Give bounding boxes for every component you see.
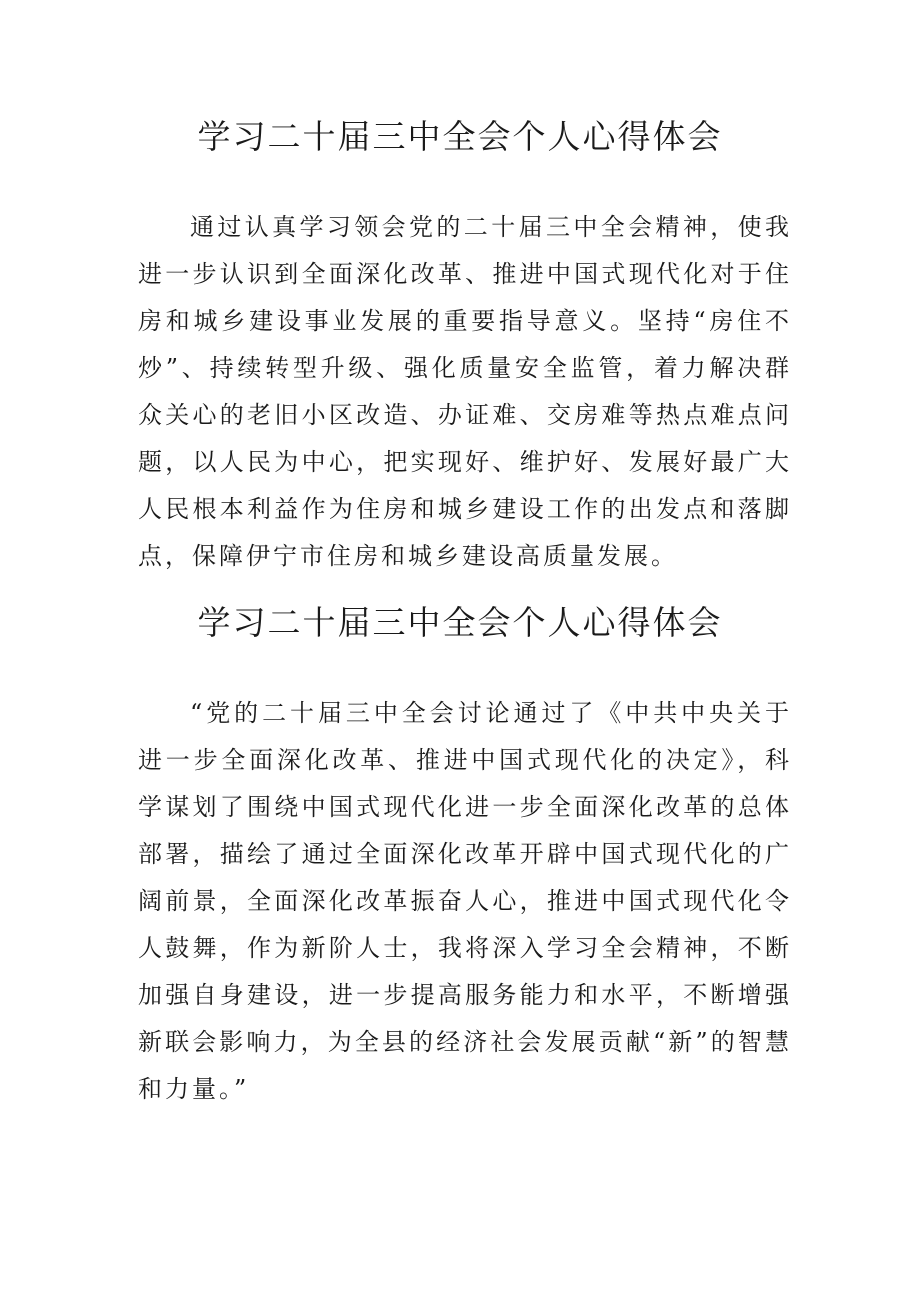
section-title: 学习二十届三中全会个人心得体会 [197, 117, 723, 156]
section-title: 学习二十届三中全会个人心得体会 [197, 603, 723, 642]
section-paragraph: “党的二十届三中全会讨论通过了《中共中央关于进一步全面深化改革、推进中国式现代化的决定》，科学谋划了围绕中国式现代化进一步全面深化改革的总体部署，描绘了通过全面深化改革开辟中国式现代化的广阔前景，全面深化改革振奋人心，推进中国式现代化令人鼓舞，作为新阶人士，我将深入学习全会精神，不断加强自身建设，进一步提高服务能力和水平，不断增强新联会影响力，为全县的经济社会发展贡献“新”的智慧和力量。” [138, 699, 792, 1103]
section-paragraph: 通过认真学习领会党的二十届三中全会精神，使我进一步认识到全面深化改革、推进中国式现代化对于住房和城乡建设事业发展的重要指导意义。坚持“房住不炒”、持续转型升级、强化质量安全监管，着力解决群众关心的老旧小区改造、办证难、交房难等热点难点问题，以人民为中心，把实现好、维护好、发展好最广大人民根本利益作为住房和城乡建设工作的出发点和落脚点，保障伊宁市住房和城乡建设高质量发展。 [138, 213, 792, 570]
